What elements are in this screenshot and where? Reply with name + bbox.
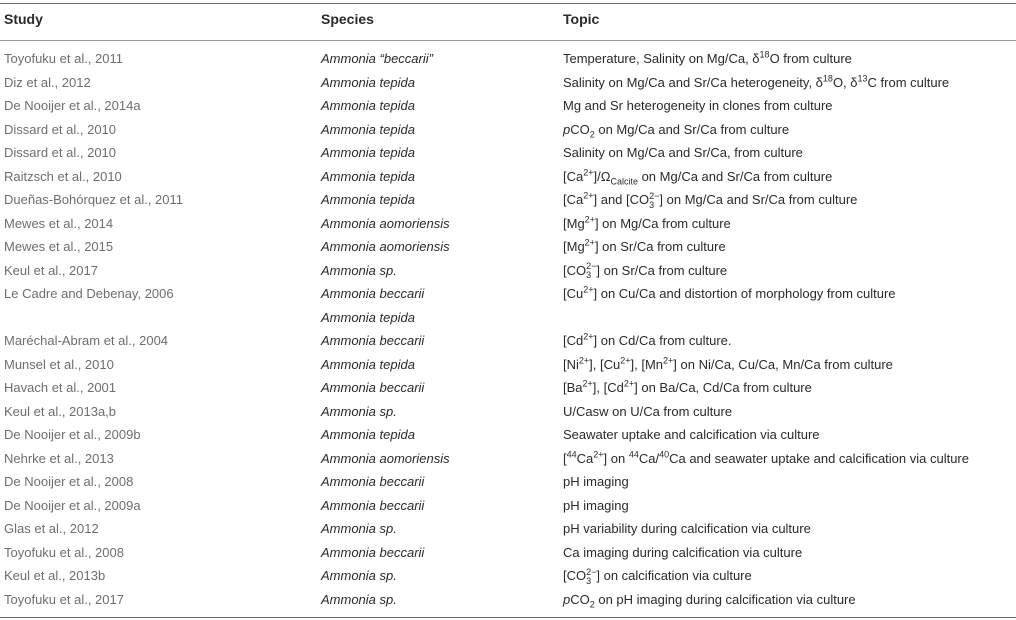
header-study: Study xyxy=(4,11,43,27)
study-cell: Dissard et al., 2010 xyxy=(4,145,117,160)
topic-text: Salinity on Mg/Ca and Sr/Ca heterogeneity, δ xyxy=(563,74,823,90)
study-cell: Diz et al., 2012 xyxy=(4,74,91,90)
topic-text: ] on Ba/Ca, Cd/Ca from culture xyxy=(634,380,812,395)
topic-text: ] on Sr/Ca from culture xyxy=(594,239,726,254)
species-cell: Ammonia beccarii xyxy=(321,333,425,348)
ion-charge-stack xyxy=(649,192,659,210)
table-row xyxy=(0,260,1016,283)
study-cell: Le Cadre and Debenay, 2006 xyxy=(4,286,174,301)
table-row xyxy=(0,518,1016,541)
species-cell: Ammonia sp. xyxy=(321,568,397,583)
topic-text: [CO xyxy=(563,262,587,278)
study-cell: Keul et al., 2017 xyxy=(4,262,98,278)
topic-text: ], [Cd xyxy=(592,380,624,395)
superscript: 18 xyxy=(822,73,833,84)
table-row xyxy=(0,542,1016,565)
species-cell: Ammonia sp. xyxy=(321,591,397,607)
superscript: 2+ xyxy=(620,355,631,366)
table-row xyxy=(0,95,1016,118)
study-cell: Toyofuku et al., 2011 xyxy=(4,51,124,66)
topic-text: Salinity on Mg/Ca and Sr/Ca, from culture xyxy=(563,145,803,160)
topic-cell xyxy=(563,50,852,67)
subscript: 2 xyxy=(589,129,595,140)
superscript: 2− xyxy=(586,261,597,272)
topic-cell xyxy=(563,591,856,608)
topic-text: C from culture xyxy=(867,74,950,90)
table-row xyxy=(0,48,1016,71)
topic-text: Temperature, Salinity on Mg/Ca, δ xyxy=(563,51,760,66)
top-rule xyxy=(0,3,1016,4)
species-cell: Ammonia beccarii xyxy=(321,544,425,560)
study-cell: Mewes et al., 2014 xyxy=(4,215,114,231)
topic-text: pH variability during calcification via culture xyxy=(563,521,811,536)
study-cell: Nehrke et al., 2013 xyxy=(4,450,114,466)
table-row xyxy=(0,307,1016,330)
topic-cell xyxy=(563,262,727,281)
topic-cell xyxy=(563,473,629,490)
superscript: 44 xyxy=(628,449,639,460)
table-row xyxy=(0,166,1016,189)
superscript: 18 xyxy=(759,49,770,60)
header-species: Species xyxy=(321,11,374,27)
species-cell: Ammonia tepida xyxy=(321,309,415,325)
table-row xyxy=(0,565,1016,588)
header-topic: Topic xyxy=(563,11,600,27)
superscript: 2− xyxy=(649,190,660,201)
superscript: 40 xyxy=(659,449,670,460)
species-cell: Ammonia tepida xyxy=(321,356,415,372)
study-cell: Raitzsch et al., 2010 xyxy=(4,168,122,184)
topic-text: Ca xyxy=(576,450,594,466)
table-row xyxy=(0,213,1016,236)
topic-text: ] on xyxy=(603,450,629,466)
bottom-rule xyxy=(0,617,1016,618)
study-cell: Glas et al., 2012 xyxy=(4,521,99,536)
study-cell: Toyofuku et al., 2017 xyxy=(4,591,124,607)
table-row xyxy=(0,401,1016,424)
species-cell: Ammonia beccarii xyxy=(321,380,425,395)
species-cell: Ammonia tepida xyxy=(321,74,415,90)
species-cell: Ammonia tepida xyxy=(321,168,415,184)
topic-text: Ca imaging during calcification via culture xyxy=(563,544,803,560)
topic-text: [Cu xyxy=(563,286,584,301)
table-row xyxy=(0,142,1016,165)
topic-text: ]/Ω xyxy=(593,168,611,184)
superscript: 44 xyxy=(566,449,577,460)
subscript: 3 xyxy=(586,270,592,281)
table-row xyxy=(0,448,1016,471)
topic-text: on pH imaging during calcification via culture xyxy=(594,591,856,607)
table-row xyxy=(0,283,1016,306)
ion-charge-stack xyxy=(586,568,596,586)
topic-text: [ xyxy=(563,450,567,466)
species-cell: Ammonia tepida xyxy=(321,145,415,160)
topic-text: [Mg xyxy=(563,215,585,231)
study-cell: Maréchal-Abram et al., 2004 xyxy=(4,333,169,348)
study-cell: Keul et al., 2013b xyxy=(4,568,106,583)
species-cell: Ammonia aomoriensis xyxy=(321,239,450,254)
topic-cell xyxy=(563,567,752,586)
species-cell: Ammonia aomoriensis xyxy=(321,450,450,466)
topic-text: O from culture xyxy=(769,51,852,66)
superscript: 2+ xyxy=(583,190,594,201)
species-cell: Ammonia sp. xyxy=(321,521,397,536)
superscript: 2+ xyxy=(584,214,595,225)
topic-text: pH imaging xyxy=(563,497,629,513)
topic-text: ], [Cu xyxy=(589,356,621,372)
study-cell: De Nooijer et al., 2009a xyxy=(4,497,141,513)
topic-text: pH imaging xyxy=(563,474,629,489)
header-rule xyxy=(0,40,1016,41)
topic-cell xyxy=(563,426,820,443)
species-cell: Ammonia tepida xyxy=(321,192,415,207)
study-cell: Havach et al., 2001 xyxy=(4,380,117,395)
species-cell: Ammonia sp. xyxy=(321,262,397,278)
study-cell: De Nooijer et al., 2009b xyxy=(4,427,141,442)
superscript: 2+ xyxy=(583,284,594,295)
topic-text: [Ni xyxy=(563,356,579,372)
topic-cell xyxy=(563,238,726,255)
study-cell: Munsel et al., 2010 xyxy=(4,356,114,372)
subscript: Calcite xyxy=(610,176,638,187)
species-cell: Ammonia aomoriensis xyxy=(321,215,450,231)
species-cell: Ammonia “beccarii” xyxy=(321,51,433,66)
topic-text: Ca and seawater uptake and calcification via culture xyxy=(669,450,969,466)
topic-text: CO xyxy=(570,591,590,607)
topic-text: on Mg/Ca and Sr/Ca from culture xyxy=(637,168,833,184)
study-cell: Keul et al., 2013a,b xyxy=(4,403,117,419)
superscript: 2+ xyxy=(578,355,590,366)
superscript: 2+ xyxy=(593,449,604,460)
topic-cell xyxy=(563,191,857,210)
superscript: 2+ xyxy=(583,331,594,342)
topic-text: [CO xyxy=(563,568,587,583)
topic-text: ] on calcification via culture xyxy=(596,568,752,583)
topic-text: [Ca xyxy=(563,168,584,184)
table-row xyxy=(0,119,1016,142)
topic-text: p xyxy=(563,591,571,607)
subscript: 3 xyxy=(649,199,655,210)
topic-text: ] on Cd/Ca from culture. xyxy=(593,333,732,348)
topic-text: ] on Mg/Ca from culture xyxy=(594,215,731,231)
table-row xyxy=(0,236,1016,259)
study-cell: De Nooijer et al., 2014a xyxy=(4,98,141,113)
superscript: 2− xyxy=(586,566,597,577)
topic-text: O, δ xyxy=(832,74,858,90)
species-cell: Ammonia beccarii xyxy=(321,286,425,301)
table-row xyxy=(0,377,1016,400)
superscript: 2+ xyxy=(663,355,674,366)
species-cell: Ammonia tepida xyxy=(321,121,415,137)
topic-text: on Mg/Ca and Sr/Ca from culture xyxy=(594,121,790,137)
table-row xyxy=(0,495,1016,518)
table-row xyxy=(0,424,1016,447)
topic-text: [Cd xyxy=(563,333,584,348)
topic-text: ] and [CO xyxy=(593,192,650,207)
topic-cell xyxy=(563,332,732,349)
table-row xyxy=(0,72,1016,95)
table-row xyxy=(0,589,1016,612)
topic-text: Seawater uptake and calcification via culture xyxy=(563,427,820,442)
topic-text: ] on Sr/Ca from culture xyxy=(596,262,728,278)
species-cell: Ammonia tepida xyxy=(321,427,415,442)
topic-text: Mg and Sr heterogeneity in clones from culture xyxy=(563,98,833,113)
topic-cell xyxy=(563,285,896,302)
topic-cell xyxy=(563,403,732,420)
table-row xyxy=(0,471,1016,494)
topic-cell xyxy=(563,74,949,91)
topic-cell xyxy=(563,544,802,561)
topic-text: p xyxy=(563,121,571,137)
species-cell: Ammonia beccarii xyxy=(321,474,425,489)
species-cell: Ammonia beccarii xyxy=(321,497,425,513)
subscript: 2 xyxy=(589,599,595,610)
topic-text: ] on Ni/Ca, Cu/Ca, Mn/Ca from culture xyxy=(673,356,893,372)
topic-cell xyxy=(563,379,812,396)
study-cell: Mewes et al., 2015 xyxy=(4,239,114,254)
subscript: 3 xyxy=(586,575,592,586)
topic-cell xyxy=(563,520,811,537)
topic-text: ], [Mn xyxy=(630,356,664,372)
table-row xyxy=(0,189,1016,212)
topic-cell xyxy=(563,121,789,138)
superscript: 2+ xyxy=(583,167,594,178)
study-cell: De Nooijer et al., 2008 xyxy=(4,474,134,489)
topic-cell xyxy=(563,168,832,185)
topic-cell xyxy=(563,356,893,373)
study-cell: Toyofuku et al., 2008 xyxy=(4,544,124,560)
superscript: 2+ xyxy=(584,237,595,248)
species-cell: Ammonia sp. xyxy=(321,403,397,419)
topic-cell xyxy=(563,450,969,467)
topic-text: [Mg xyxy=(563,239,585,254)
table-row xyxy=(0,354,1016,377)
topic-cell xyxy=(563,215,731,232)
ion-charge-stack xyxy=(586,262,596,280)
table-row xyxy=(0,330,1016,353)
topic-cell xyxy=(563,144,803,161)
topic-text: U/Casw on U/Ca from culture xyxy=(563,403,733,419)
topic-cell xyxy=(563,97,833,114)
topic-text: [Ca xyxy=(563,192,584,207)
topic-text: ] on Cu/Ca and distortion of morphology from culture xyxy=(593,286,896,301)
superscript: 2+ xyxy=(582,378,593,389)
topic-cell xyxy=(563,497,629,514)
superscript: 13 xyxy=(857,73,868,84)
study-cell: Dissard et al., 2010 xyxy=(4,121,117,137)
study-cell: Dueñas-Bohórquez et al., 2011 xyxy=(4,192,183,207)
topic-text: CO xyxy=(570,121,590,137)
species-cell: Ammonia tepida xyxy=(321,98,415,113)
topic-text: Ca/ xyxy=(638,450,660,466)
topic-text: [Ba xyxy=(563,380,583,395)
topic-text: ] on Mg/Ca and Sr/Ca from culture xyxy=(659,192,858,207)
superscript: 2+ xyxy=(623,378,635,389)
